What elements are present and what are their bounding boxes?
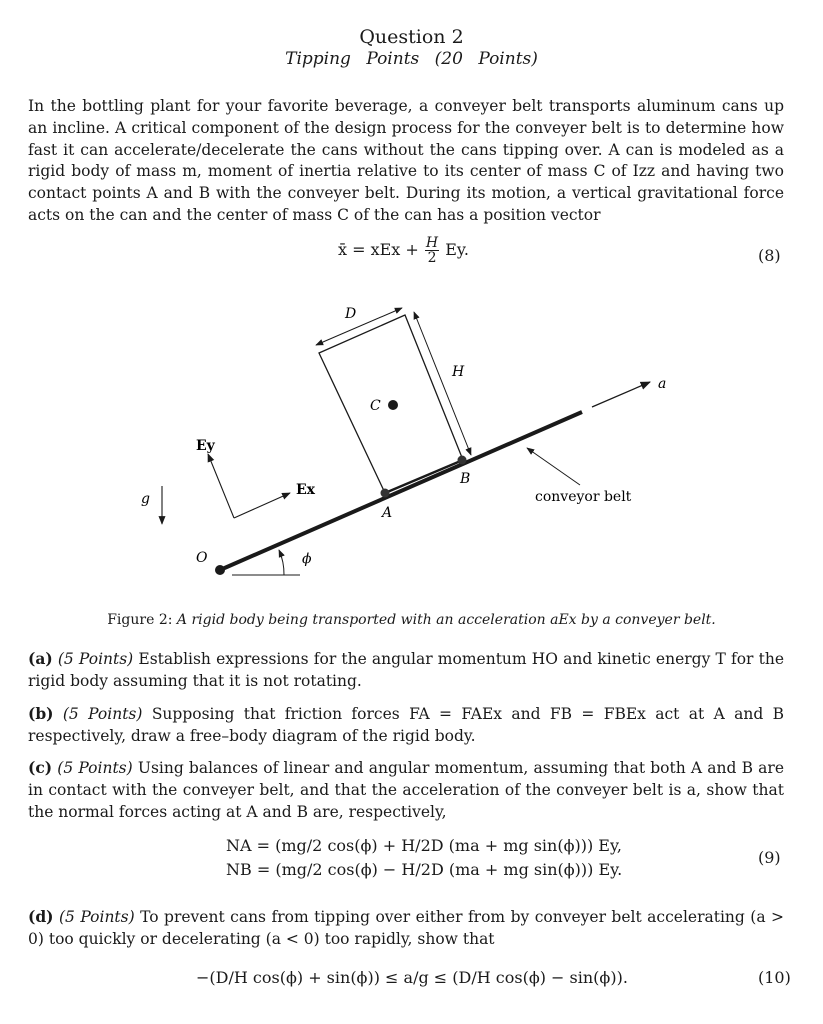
origin-point xyxy=(215,565,225,575)
eq8-rhs: Ey. xyxy=(445,240,469,259)
point-a-marker xyxy=(381,489,390,498)
part-a-text: Establish expressions for the angular momentum HO and kinetic energy T for the rigid body assuming that it is not rotating. xyxy=(28,650,784,690)
part-d: (d) (5 Points) To prevent cans from tipping over either from by conveyer belt accelerating (a > 0) too quickly or decelerating (a < 0) too rapidly, show that xyxy=(28,907,784,948)
part-d-text: To prevent cans from tipping over either from by conveyer belt accelerating (a > 0) too quickly or decelerating (a < 0) too rapidly, show that xyxy=(28,908,784,948)
conveyor-figure xyxy=(0,290,823,590)
dimension-h-arrow xyxy=(414,312,471,455)
part-c: (c) (5 Points) Using balances of linear and angular momentum, assuming that both A and B are in contact with the conveyer belt, and that the acceleration of the conveyer belt is a, show that the normal forces acting at A and B are, respectively, xyxy=(28,758,784,821)
label-belt: conveyor belt xyxy=(535,489,632,505)
part-a: (a) (5 Points) Establish expressions for the angular momentum HO and kinetic energy T for the rigid body assuming that it is not rotating. xyxy=(28,649,784,690)
caption-text: A rigid body being transported with an acceleration aEx by a conveyer belt. xyxy=(176,612,716,628)
equation-9-number: (9) xyxy=(758,848,781,867)
phi-arc xyxy=(279,550,284,575)
acceleration-arrow xyxy=(592,382,650,407)
eq9-na: NA = (mg/2 cos(ϕ) + H/2D (ma + mg sin(ϕ))) Ey, xyxy=(226,836,622,855)
equation-9 xyxy=(226,834,622,882)
equation-8-number: (8) xyxy=(758,246,781,265)
point-b-marker xyxy=(458,456,467,465)
label-d: D xyxy=(345,306,357,322)
label-point-a: A xyxy=(382,505,393,521)
part-c-text: Using balances of linear and angular momentum, assuming that both A and B are in contact with the conveyer belt, and that the acceleration of the conveyer belt is a, show that the normal forces acting at A and B are, respectively, xyxy=(28,759,784,821)
eq8-lhs: x̄ = xEx + xyxy=(338,240,419,259)
eq8-fraction: $\frac{H}{2}$ xyxy=(425,235,439,266)
figure-caption xyxy=(0,612,823,628)
equation-8 xyxy=(338,236,469,265)
dimension-d-arrow xyxy=(316,308,402,345)
ey-vector xyxy=(208,454,234,518)
label-a-accel: a xyxy=(658,376,667,392)
center-of-mass-marker xyxy=(388,400,398,410)
equation-10: −(D/H cos(ϕ) + sin(ϕ)) ≤ a/g ≤ (D/H cos(ϕ) − sin(ϕ)). xyxy=(196,968,628,987)
label-ex: Ex xyxy=(296,482,316,498)
label-point-b: B xyxy=(460,471,471,487)
part-b-text: Supposing that friction forces FA = FAEx and FB = FBEx act at A and B respectively, draw a free–body diagram of the rigid body. xyxy=(28,705,785,745)
belt-label-pointer xyxy=(527,448,580,485)
caption-prefix: Figure 2: xyxy=(107,612,173,628)
part-b: (b) (5 Points) Supposing that friction forces FA = FAEx and FB = FBEx act at A and B respectively, draw a free–body diagram of the rigid body. xyxy=(28,704,785,745)
question-subtitle: Tipping Points (20 Points) xyxy=(285,49,538,69)
label-h: H xyxy=(452,364,465,380)
label-o: O xyxy=(196,550,208,566)
label-g: g xyxy=(141,491,150,507)
label-c: C xyxy=(370,398,381,414)
ex-vector xyxy=(234,493,290,518)
label-phi: ϕ xyxy=(302,551,312,567)
label-ey: Ey xyxy=(196,438,215,454)
equation-10-number: (10) xyxy=(758,968,791,987)
intro-paragraph: In the bottling plant for your favorite beverage, a conveyer belt transports aluminum cans up an incline. A critical component of the design process for the conveyer belt is to determine how fast it can accelerate/decelerate the cans without the cans tipping over. A can is modeled as a rigid body of mass m, moment of inertia relative to its center of mass C of Izz and having two contact points A and B with the conveyer belt. During its motion, a vertical gravitational force acts on the can and the center of mass C of the can has a position vector xyxy=(28,97,784,224)
can-base xyxy=(385,460,463,493)
question-title: Question 2 xyxy=(359,26,464,48)
belt-line xyxy=(220,412,582,570)
eq9-nb: NB = (mg/2 cos(ϕ) − H/2D (ma + mg sin(ϕ))) Ey. xyxy=(226,860,623,879)
